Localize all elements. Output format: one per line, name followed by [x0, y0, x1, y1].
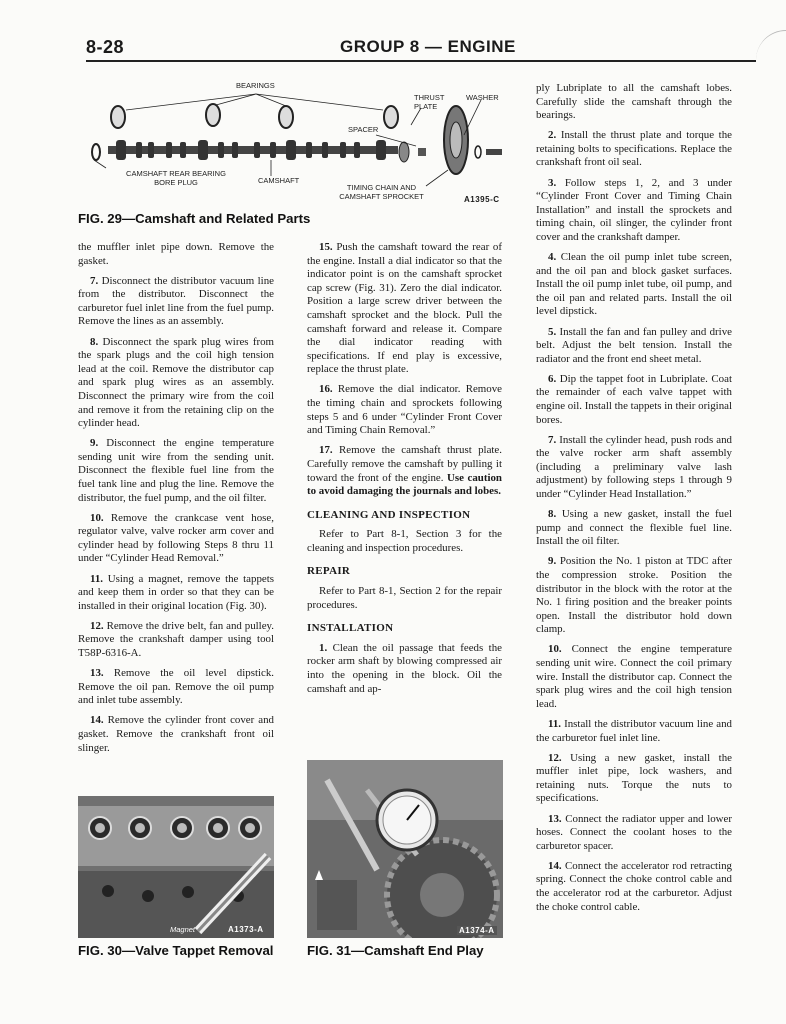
- install-step-6: 6. Dip the tappet foot in Lubriplate. Coat the remainder of each valve tappet with engine oil. Install the tappets in their original bores.: [536, 372, 732, 426]
- label-spacer: SPACER: [348, 125, 379, 134]
- column-1: [78, 241, 274, 762]
- label-bearings: BEARINGS: [236, 81, 275, 90]
- install-step-1: 1. Clean the oil passage that feeds the rocker arm shaft by blowing compressed air into the opening in the block. Oil the camshaft and ap-: [307, 641, 502, 695]
- install-step-11: 11. Install the distributor vacuum line and the carburetor fuel inlet line.: [536, 717, 732, 744]
- install-step-12: 12. Using a new gasket, install the muffler inlet pipe, lock washers, and retaining nuts. Torque the nuts to specifications.: [536, 751, 732, 805]
- fig29-caption: FIG. 29—Camshaft and Related Parts: [78, 211, 311, 226]
- install-step-7: 7. Install the cylinder head, push rods and the valve rocker arm shaft assembly (including a preliminary valve lash adjustment) by following steps 1 through 9 under “Cylinder Head Installation.”: [536, 433, 732, 501]
- fig30-caption: FIG. 30—Valve Tappet Removal: [78, 943, 274, 958]
- fig29-diagram: [86, 80, 516, 205]
- fig30-code: A1373-A: [228, 925, 264, 934]
- page-title: GROUP 8 — ENGINE: [340, 37, 516, 56]
- step-16: 16. Remove the dial indicator. Remove the timing chain and sprockets following steps 5 and 6 under “Cylinder Front Cover and Timing Chain Removal.”: [307, 383, 502, 437]
- step-9: 9. Disconnect the engine temperature sending unit wire from the sending unit. Disconnect the flexible fuel line from the fuel tank line and plug the line. Remove the distributor, the fuel pump, and the oil filter.: [78, 437, 274, 504]
- header-rule: [86, 60, 756, 62]
- column-2: [307, 241, 502, 703]
- label-timing: TIMING CHAIN AND CAMSHAFT SPROCKET: [339, 183, 424, 201]
- para-col1-0: the muffler inlet pipe down. Remove the gasket.: [78, 241, 274, 267]
- tappet-removal-image: [78, 796, 274, 938]
- step-8: 8. Disconnect the spark plug wires from the spark plugs and the coil high tension lead at the coil. Remove the distributor cap and spark plug wires as an assembly. Disconnect the primary wire from the coil and remove it from the retaining clip on the cylinder head.: [78, 335, 274, 430]
- install-step-8: 8. Using a new gasket, install the fuel pump and connect the flexible fuel line. Install the oil filter.: [536, 508, 732, 548]
- label-washer: WASHER: [466, 93, 499, 102]
- install-step-2: 2. Install the thrust plate and torque the retaining bolts to specifications. Replace the crankshaft front oil seal.: [536, 129, 732, 169]
- install-step-4: 4. Clean the oil pump inlet tube screen, and the oil pan and block gasket surfaces. Install the oil pump inlet tube, oil pump, and the oil pan and related parts. Install the oil level dipstick.: [536, 251, 732, 318]
- install-step-10: 10. Connect the engine temperature sending unit wire. Connect the coil primary wire. Install the distributor cap. Connect the spark plug wires and the coil high tension lead.: [536, 643, 732, 710]
- step-13: 13. Remove the oil level dipstick. Remove the oil pan. Remove the oil pump and inlet tube assembly.: [78, 667, 274, 707]
- heading-cleaning: CLEANING AND INSPECTION: [307, 508, 471, 521]
- fig29-code: A1395-C: [464, 195, 500, 204]
- step-15: 15. Push the camshaft toward the rear of the engine. Install a dial indicator so that the indicator point is on the camshaft sprocket cap screw (Fig. 31). Zero the dial indicator. Position a large screw driver between the camshaft sprocket and the block. Pull the camshaft forward and release it. Compare the dial indicator reading with specifications. If end play is excessive, replace the thrust plate.: [307, 241, 502, 376]
- fig31-caption: FIG. 31—Camshaft End Play: [307, 943, 484, 958]
- install-step-5: 5. Install the fan and fan pulley and drive belt. Adjust the belt tension. Install the radiator and the front end sheet metal.: [536, 325, 732, 365]
- dial-indicator-image: [307, 760, 503, 938]
- step-10: 10. Remove the crankcase vent hose, regulator valve, valve rocker arm cover and cylinder head by following Steps 8 thru 11 under “Cylinder Head Removal.”: [78, 511, 274, 565]
- heading-repair: REPAIR: [307, 565, 351, 578]
- label-camshaft: CAMSHAFT: [258, 176, 300, 185]
- column-3: [536, 82, 732, 921]
- page-number: 8-28: [86, 37, 125, 57]
- page-corner: [756, 30, 786, 61]
- label-rear-plug: CAMSHAFT REAR BEARING BORE PLUG: [126, 169, 226, 187]
- install-step-14: 14. Connect the accelerator rod retracting spring. Connect the choke control cable and the accelerator rod at the carburetor. Adjust the choke control cable.: [536, 859, 732, 913]
- fig31-code: A1374-A: [459, 926, 495, 935]
- step-17: 17. Remove the camshaft thrust plate. Carefully remove the camshaft by pulling it toward the front of the engine. Use caution to avoid damaging the journals and lobes.: [307, 444, 502, 498]
- step-11: 11. Using a magnet, remove the tappets and keep them in order so that they can be installed in their original location (Fig. 30).: [78, 572, 274, 612]
- step-7: 7. Disconnect the distributor vacuum line from the distributor. Disconnect the carburetor fuel inlet line from the fuel pump. Remove the lines as an assembly.: [78, 274, 274, 328]
- label-thrust-plate: THRUST PLATE: [414, 93, 445, 111]
- install-step-9: 9. Position the No. 1 piston at TDC after the compression stroke. Position the distributor in the block with the rotor at the No. 1 firing position and the breaker points open. Install the distributor hold down clamp.: [536, 555, 732, 636]
- install-step-13: 13. Connect the radiator upper and lower hoses. Connect the coolant hoses to the carburetor spacer.: [536, 812, 732, 852]
- fig31-photo: [307, 760, 503, 938]
- heading-installation: INSTALLATION: [307, 622, 394, 635]
- step-14: 14. Remove the cylinder front cover and gasket. Remove the crankshaft front oil slinger.: [78, 714, 274, 754]
- para-repair: Refer to Part 8-1, Section 2 for the repair procedures.: [307, 585, 502, 611]
- step-12: 12. Remove the drive belt, fan and pulley. Remove the crankshaft damper using tool T58P-6316-A.: [78, 619, 274, 660]
- install-step-3: 3. Follow steps 1, 2, and 3 under “Cylinder Front Cover and Timing Chain Installation” and install the sprockets and timing chain, oil slinger, the cylinder front cover and the crankshaft damper.: [536, 176, 732, 243]
- fig30-magnet-label: Magnet: [170, 925, 196, 934]
- fig30-photo: [78, 796, 274, 938]
- para-col3-0: ply Lubriplate to all the camshaft lobes. Carefully slide the camshaft through the bearings.: [536, 82, 732, 122]
- para-cleaning: Refer to Part 8-1, Section 3 for the cleaning and inspection procedures.: [307, 528, 502, 554]
